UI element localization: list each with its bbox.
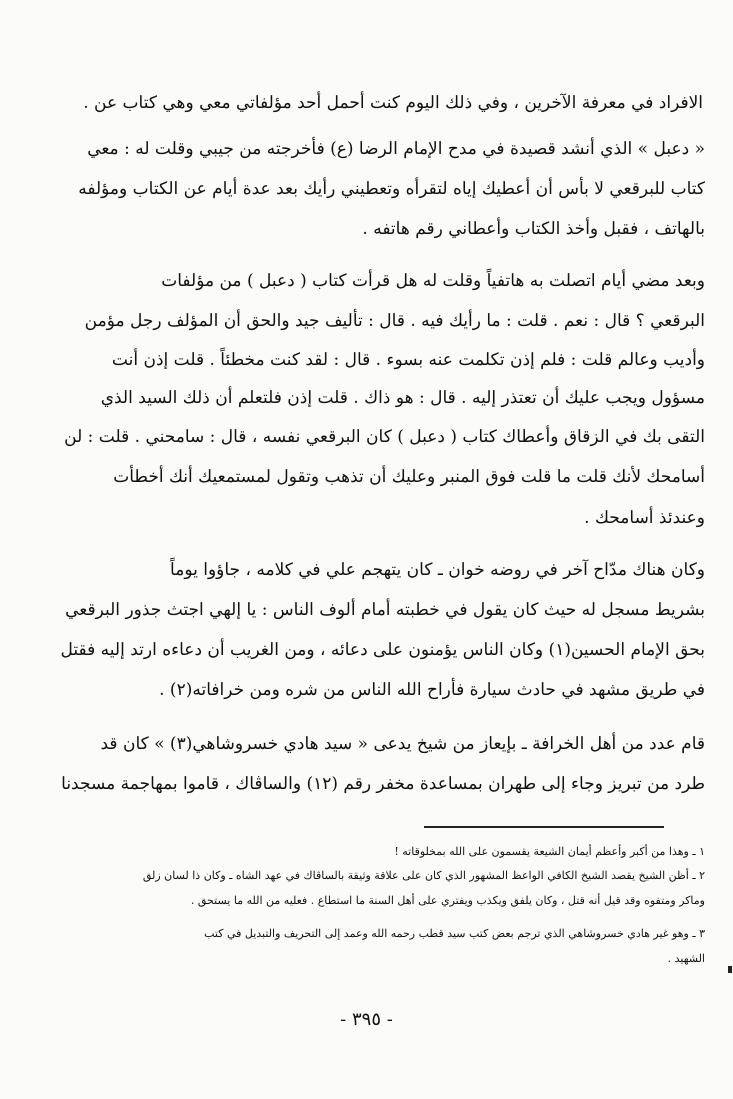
paragraph-2-line-1: وبعد مضي أيام اتصلت به هاتفياً وقلت له هل قرأت كتاب ( دعبل ) من مؤلفات [161,271,705,291]
paragraph-2-line-7: وعندئذ أسامحك . [584,508,705,528]
margin-mark [728,966,732,973]
paragraph-2-line-4: مسؤول ويجب عليك أن تعتذر إليه . قال : هو ذاك . قلت إذن فلتعلم أن ذلك السيد الذي [100,388,705,408]
paragraph-4-line-2: طرد من تبريز وجاء إلى طهران بمساعدة مخفر رقم (١٢) والساڤاك ، قاموا بمهاجمة مسجدنا [61,774,705,794]
paragraph-2-line-6: أسامحك لأنك قلت ما قلت فوق المنبر وعليك أن تذهب وتقول لمستمعيك أنك أخطأت [113,467,705,487]
footnote-2-line-1: ٢ ـ أظن الشيخ يقصد الشيخ الكافي الواعظ المشهور الذي كان على علاقة وثيقة بالساڤاك في عهد الشاه ـ وكان ذا لسان زلق [142,869,705,882]
paragraph-2-line-3: وأديب وعالم قلت : فلم إذن تكلمت عنه بسوء . قال : لقد كنت مخطئاً . قلت إذن أنت [111,350,705,370]
footnote-separator [424,826,664,828]
paragraph-1-line-2: « دعبل » الذي أنشد قصيدة في مدح الإمام الرضا (ع) فأخرجته من جيبي وقلت له : معي [87,139,705,159]
paragraph-2-line-2: البرقعي ؟ قال : نعم . قلت : ما رأيك فيه . قال : تأليف جيد والحق أن المؤلف رجل مؤمن [84,311,705,331]
paragraph-3-line-2: بشريط مسجل له حيث كان يقول في خطبته أمام ألوف الناس : يا إلهي اجتث جذور البرقعي [65,600,705,620]
footnote-1: ١ ـ وهذا من أكبر وأعظم أيمان الشيعة يقسمون على الله بمخلوقاته ! [394,845,705,858]
paragraph-3-line-4: في طريق مشهد في حادث سيارة فأراح الله الناس من شره ومن خرافاته(٢) . [159,680,705,700]
paragraph-3-line-1: وكان هناك مدّاح آخر في روضه خوان ـ كان يتهجم علي في كلامه ، جاؤوا يوماً [170,560,705,580]
paragraph-1-line-3: كتاب للبرقعي لا بأس أن أعطيك إياه لتقرأه وتعطيني رأيك بعد عدة أيام عن الكتاب ومؤلفه [78,179,705,199]
footnote-3-line-2: الشهيد . [667,952,705,965]
paragraph-3-line-3: بحق الإمام الحسين(١) وكان الناس يؤمنون على دعائه ، ومن الغريب أن دعاءه ارتد إليه فقتل [60,640,705,660]
paragraph-4-line-1: قام عدد من أهل الخرافة ـ بإيعاز من شيخ يدعى « سيد هادي خسروشاهي(٣) » كان قد [100,734,705,754]
paragraph-1-line-1: الافراد في معرفة الآخرين ، وفي ذلك اليوم كنت أحمل أحد مؤلفاتي معي وهي كتاب عن . [83,93,703,113]
footnote-3-line-1: ٣ ـ وهو غير هادي خسروشاهي الذي ترجم بعض كتب سيد قطب رحمه الله وعمد إلى التحريف والتبديل في كتب [204,927,705,940]
footnote-2-line-2: وماكر ومتفوه وقد قيل أنه قتل ، وكان يلفق ويكذب ويفتري على أهل السنة ما استطاع . فعليه من الله ما يستحق . [190,894,705,907]
paragraph-2-line-5: التقى بك في الزقاق وأعطاك كتاب ( دعبل ) كان البرقعي نفسه ، قال : سامحني . قلت : لن [64,427,705,447]
paragraph-1-line-4: بالهاتف ، فقبل وأخذ الكتاب وأعطاني رقم هاتفه . [362,219,705,239]
page-number: - ٣٩٥ - [340,1009,393,1030]
